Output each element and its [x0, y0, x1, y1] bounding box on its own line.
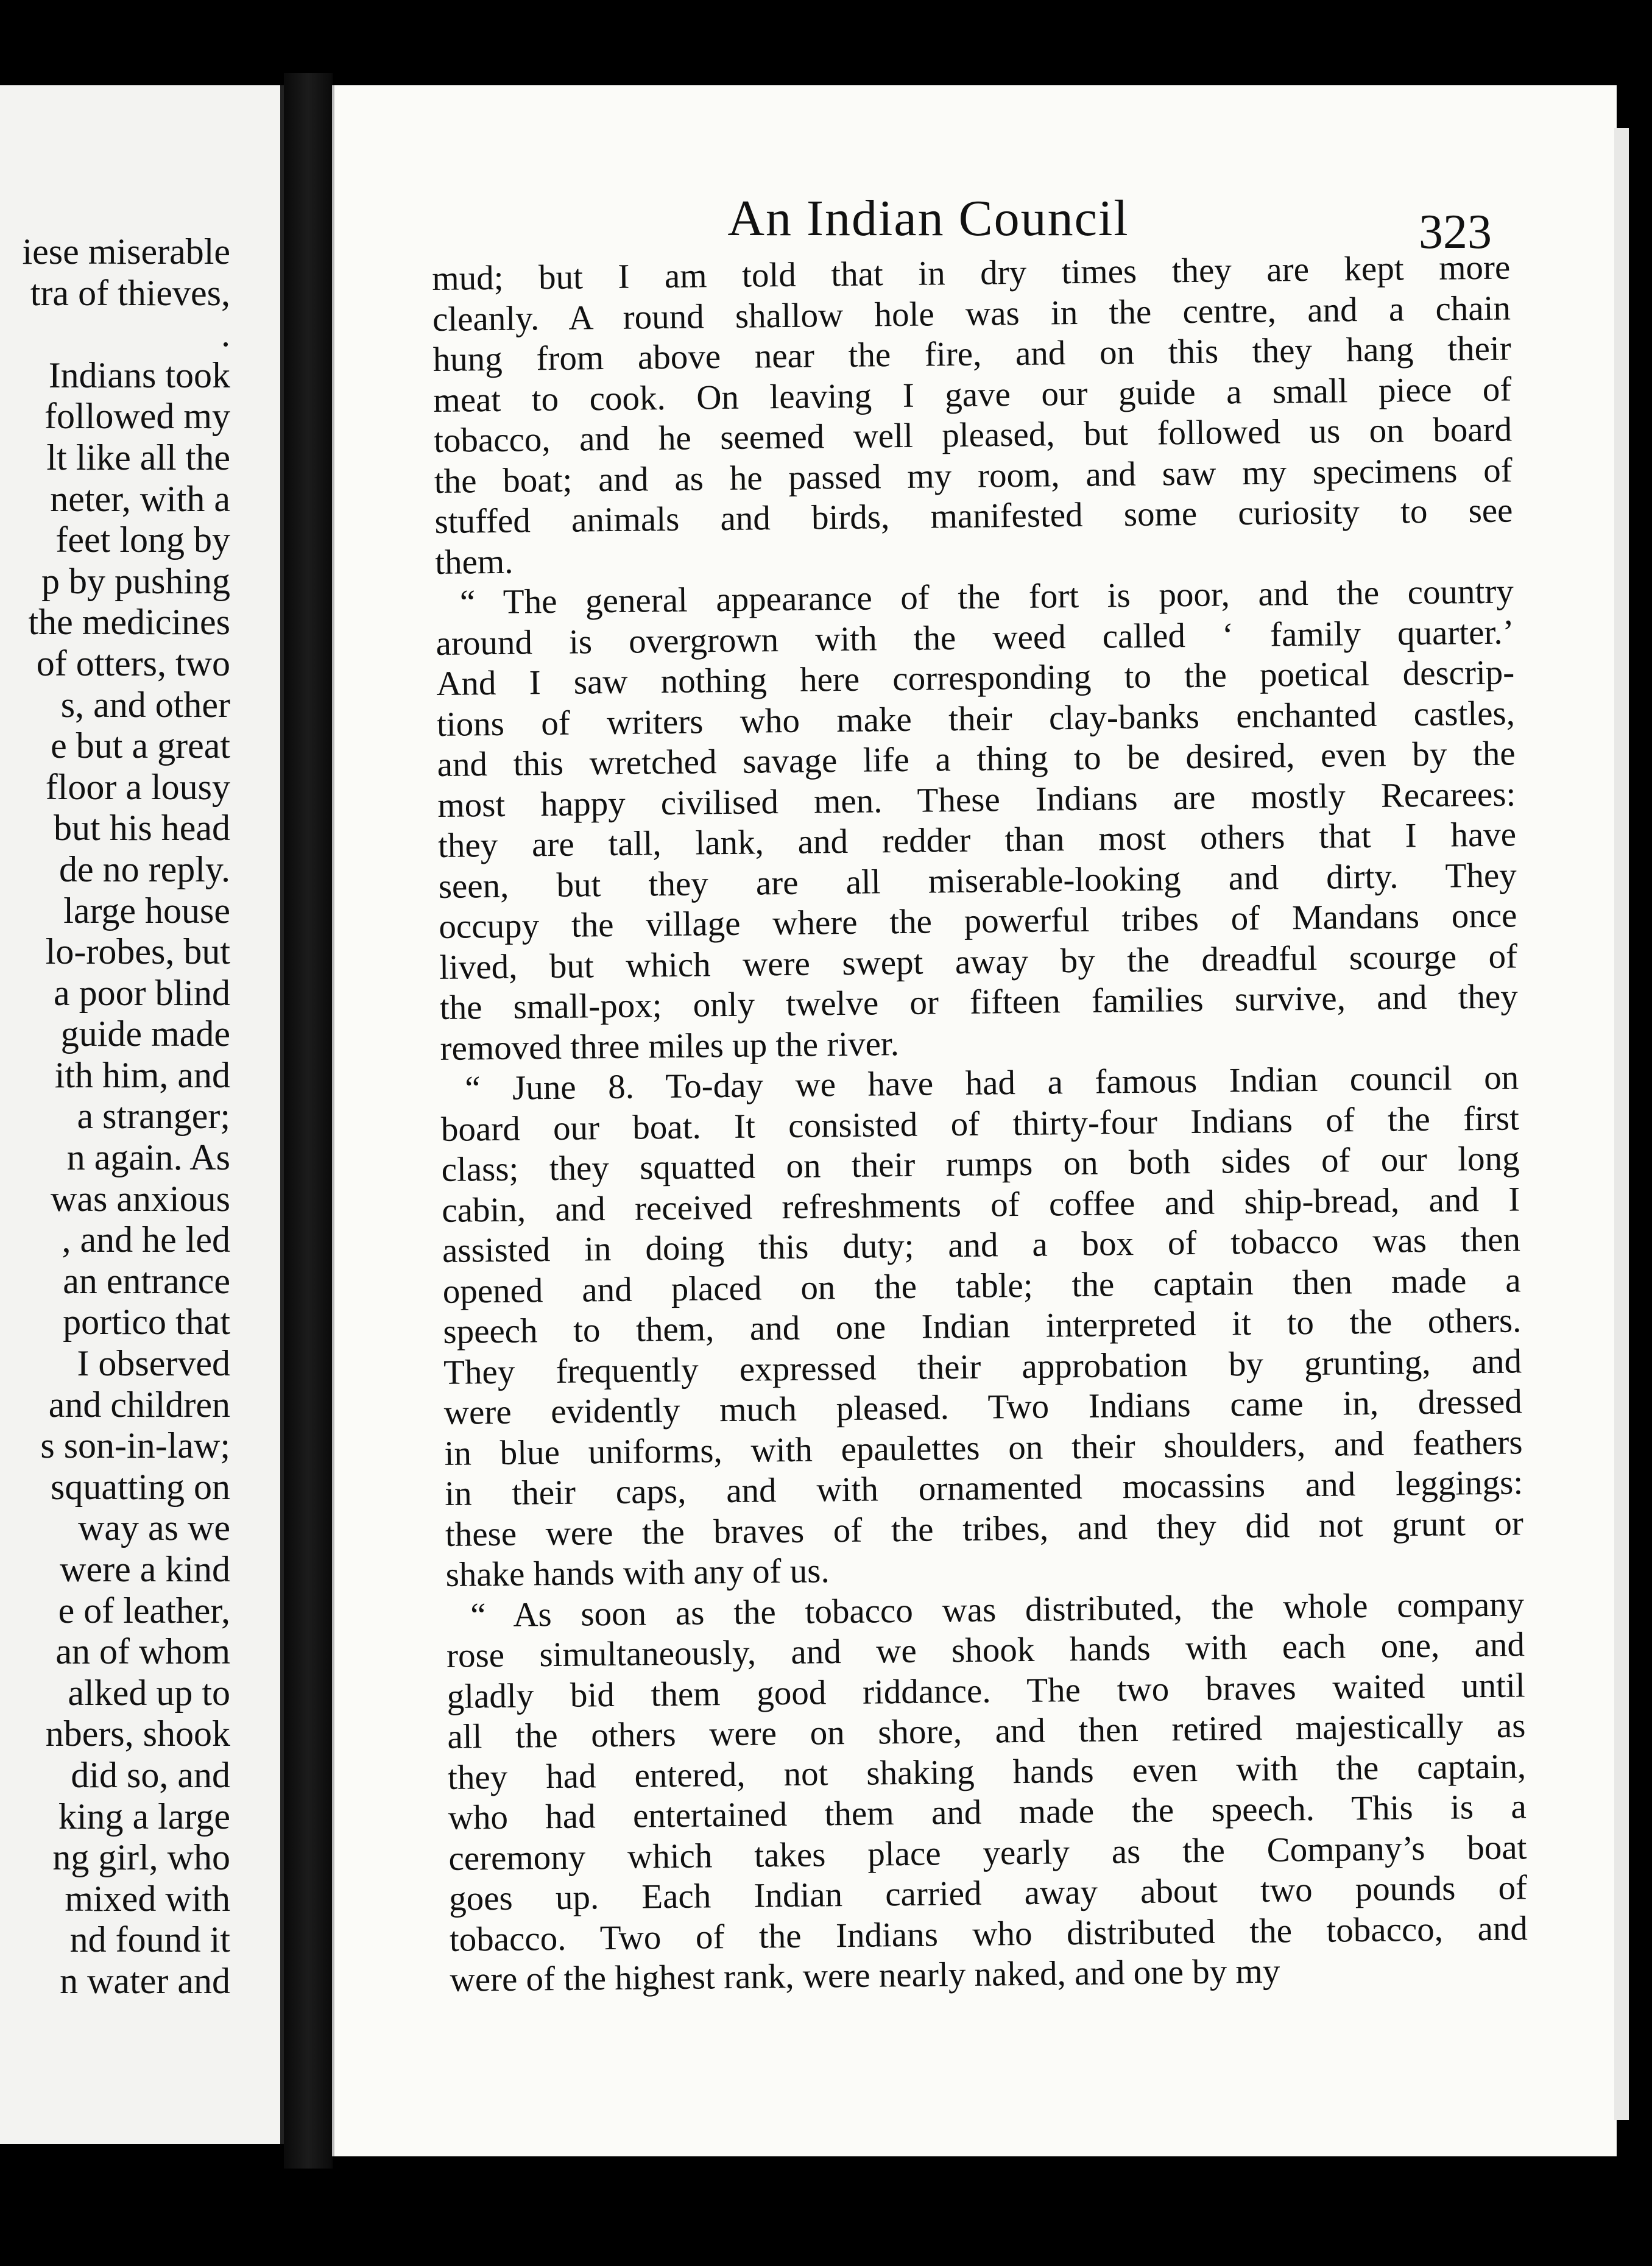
body-line: stuffed animals and birds, manifested some curiosity to see: [434, 491, 1513, 541]
left-page-line: de no reply.: [58, 849, 230, 889]
left-page-line: , and he led: [62, 1219, 230, 1260]
left-page-line: alked up to: [68, 1672, 230, 1713]
body-line: opened and placed on the table; the captain then made a: [442, 1260, 1521, 1311]
left-page-line: nd found it: [69, 1919, 230, 1960]
body-line: most happy civilised men. These Indians are mostly Recarees:: [437, 774, 1516, 825]
body-line: and this wretched savage life a thing to be desired, even by the: [437, 734, 1516, 784]
body-line: the boat; and as he passed my room, and saw my specimens of: [434, 450, 1513, 501]
left-page-line: iese miserable: [22, 231, 230, 272]
right-page: [332, 85, 1617, 2156]
left-page-line: tra of thieves,: [30, 272, 230, 313]
left-page-line: portico that: [63, 1302, 230, 1343]
body-line: speech to them, and one Indian interpreted it to the others.: [443, 1301, 1522, 1351]
body-text: [432, 247, 1528, 2000]
left-page-line: followed my: [44, 396, 230, 437]
left-page-line: of otters, two: [36, 643, 230, 683]
left-page-line: way as we: [78, 1508, 230, 1548]
left-page-line: lo-robes, but: [45, 931, 230, 972]
left-page-line: king a large: [58, 1796, 230, 1837]
body-line: shake hands with any of us.: [445, 1551, 830, 1594]
body-line: around is overgrown with the weed called ‘ family quarter.’: [436, 612, 1514, 663]
left-page-line: I observed: [77, 1343, 230, 1384]
body-line: hung from above near the fire, and on this they hang their: [432, 329, 1511, 379]
body-line: lived, but which were swept away by the dreadful scourge of: [439, 936, 1518, 987]
body-line: tobacco, and he seemed well pleased, but followed us on board: [433, 410, 1513, 460]
left-page-line: but his head: [54, 808, 230, 849]
left-page: [0, 85, 284, 2144]
body-line: meat to cook. On leaving I gave our guide a small piece of: [433, 369, 1512, 420]
left-page-line: a poor blind: [54, 972, 230, 1013]
body-line: removed three miles up the river.: [440, 1024, 900, 1068]
left-page-line: did so, and: [71, 1754, 230, 1795]
body-line: all the others were on shore, and then retired majestically as: [447, 1706, 1526, 1756]
body-line: “ As soon as the tobacco was distributed, the whole company: [470, 1584, 1525, 1634]
body-line: assisted in doing this duty; and a box of tobacco was then: [442, 1220, 1521, 1270]
left-page-line: an entrance: [63, 1260, 230, 1301]
page-number: 323: [1419, 205, 1492, 259]
body-line: mud; but I am told that in dry times they are kept more: [432, 248, 1511, 298]
left-page-line: were a kind: [60, 1549, 230, 1589]
left-page-text: [0, 231, 230, 2002]
body-line: And I saw nothing here corresponding to the poetical descrip-: [436, 653, 1515, 703]
body-line: ceremony which takes place yearly as the Company’s boat: [448, 1827, 1527, 1878]
body-line: the small-pox; only twelve or fifteen families survive, and they: [439, 977, 1519, 1027]
body-line: goes up. Each Indian carried away about two pounds of: [448, 1868, 1528, 1918]
left-page-line: .: [221, 314, 230, 355]
body-line: were of the highest rank, were nearly naked, and one by my: [450, 1952, 1280, 1999]
body-line: They frequently expressed their approbation by grunting, and: [443, 1341, 1522, 1392]
running-head: An Indian Council: [727, 190, 1129, 247]
body-line: these were the braves of the tribes, and they did not grunt or: [445, 1503, 1524, 1554]
left-page-line: ng girl, who: [52, 1837, 230, 1878]
body-line: seen, but they are all miserable-looking and dirty. They: [438, 855, 1517, 906]
body-line: tobacco. Two of the Indians who distributed the tobacco, and: [449, 1908, 1528, 1959]
body-line: tions of writers who make their clay-banks enchanted castles,: [436, 693, 1516, 744]
body-line: in blue uniforms, with epaulettes on their shoulders, and feathers: [444, 1422, 1523, 1473]
body-line: who had entertained them and made the speech. This is a: [448, 1787, 1527, 1837]
left-page-line: s, and other: [60, 684, 230, 725]
body-line: board our boat. It consisted of thirty-four Indians of the first: [440, 1098, 1520, 1149]
body-line: were evidently much pleased. Two Indians came in, dressed: [443, 1382, 1523, 1432]
body-line: rose simultaneously, and we shook hands with each one, and: [446, 1625, 1525, 1675]
body-line: them.: [434, 542, 514, 582]
left-page-line: was anxious: [51, 1178, 230, 1219]
left-page-line: squatting on: [51, 1466, 230, 1507]
left-page-line: neter, with a: [50, 478, 230, 519]
left-page-line: n water and: [60, 1960, 230, 2001]
left-page-line: floor a lousy: [45, 766, 230, 807]
body-line: cabin, and received refreshments of coffee and ship-bread, and I: [442, 1179, 1520, 1230]
body-line: occupy the village where the powerful tribes of Mandans once: [439, 896, 1517, 946]
body-line: they are tall, lank, and redder than most others that I have: [437, 815, 1517, 865]
left-page-line: lt like all the: [46, 437, 230, 478]
body-line: class; they squatted on their rumps on both sides of our long: [441, 1139, 1520, 1189]
left-page-line: e but a great: [51, 725, 230, 766]
body-line: in their caps, and with ornamented mocassins and leggings:: [444, 1463, 1523, 1513]
left-page-line: an of whom: [55, 1631, 230, 1672]
left-page-line: feet long by: [55, 520, 230, 560]
body-line: they had entered, not shaking hands even with the captain,: [447, 1746, 1527, 1797]
body-line: “ The general appearance of the fort is poor, and the country: [459, 572, 1514, 622]
left-page-line: a stranger;: [77, 1096, 230, 1137]
left-page-line: e of leather,: [58, 1590, 230, 1631]
body-line: gladly bid them good riddance. The two braves waited until: [447, 1665, 1525, 1716]
left-page-line: n again. As: [66, 1137, 230, 1178]
body-line: “ June 8. To-day we have had a famous Indian council on: [464, 1058, 1519, 1108]
left-page-line: mixed with: [65, 1878, 230, 1919]
left-page-line: ith him, and: [54, 1054, 230, 1095]
left-page-line: nbers, shook: [45, 1714, 230, 1754]
page-edge: [1614, 128, 1629, 2120]
left-page-line: Indians took: [48, 355, 230, 395]
left-page-line: the medicines: [28, 602, 230, 643]
left-page-line: s son-in-law;: [40, 1425, 230, 1466]
left-page-line: guide made: [60, 1014, 230, 1054]
left-page-line: p by pushing: [41, 560, 230, 601]
body-line: cleanly. A round shallow hole was in the centre, and a chain: [432, 288, 1511, 339]
left-page-line: large house: [63, 890, 230, 931]
book-gutter: [284, 73, 333, 2169]
left-page-line: and children: [48, 1384, 230, 1425]
